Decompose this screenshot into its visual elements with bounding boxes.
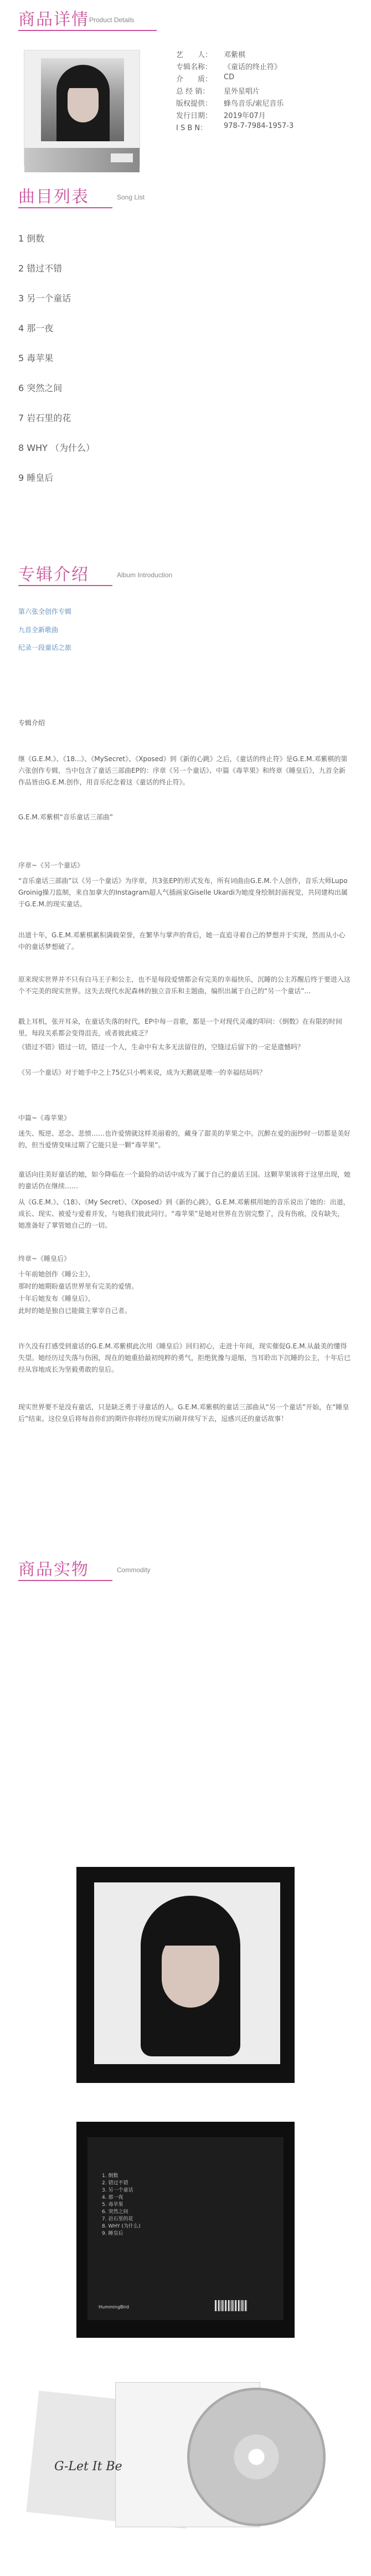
back-track-item: 8. WHY (为什么): [102, 2224, 141, 2229]
product-photo-front: [76, 1867, 295, 2083]
details-subtitle: Product Details: [89, 16, 135, 24]
intro-title: 专辑介绍: [18, 565, 89, 584]
details-row: 介 质： CD: [176, 73, 235, 84]
cd-disc: [187, 2388, 326, 2526]
song-item: 5 毒苹果: [18, 353, 54, 363]
intro-paragraph: 《错过不错》错过一切，错过一个人，生命中有太多无法留住的，空缝过后留下的一定是遗憾吗？: [18, 1043, 305, 1051]
intro-underline: [18, 585, 112, 586]
intro-paragraph: “音乐童话三部曲”以《另一个童话》为序章，共3张EP的形式发布，所有词曲由G.E.M.个人创作，音乐大师Lupo Groinig操刀监制，来自加拿大的Instagram超人气插画家Giselle Ukardi为她度身绘制封面视觉，共同建构出属于G.E.M.的现实童话。: [18, 877, 348, 908]
photos-subtitle: Commodity: [117, 1566, 151, 1574]
product-photo-open: [32, 2377, 339, 2543]
intro-link[interactable]: 九首全新歌曲: [18, 626, 59, 634]
songs-underline: [18, 207, 112, 208]
details-row: 艺 人： 邓紫棋: [176, 51, 246, 59]
song-item: 6 突然之间: [18, 383, 63, 393]
back-track-item: 1. 倒数: [102, 2173, 118, 2179]
intro-paragraph: 继《G.E.M.》、《18...》、《MySecret》、《Xposed》到《新的心跳》之后，《童话的终止符》是G.E.M.邓紫棋的第六张创作专辑，当中包含了童话三部曲EP的：序章《另一个童话》、中篇《毒苹果》和终章《睡皇后》，九首全新作品皆由G.E.M.创作，用音乐纪念着这《童话的终止符》。: [18, 755, 348, 786]
intro-paragraph: 许久没有打感受到童话的G.E.M.邓紫棋此次用《睡皇后》回归初心，走进十年间，现实催促G.E.M.从最美的懂得失望。她经历过失落与伤困，现在的她重拾最初纯粹的勇气，拒绝犹豫与退缩，当耳聆出下沉睡的公主，十年后已经从容地成长为坚毅勇敢的皇后。: [18, 1342, 351, 1373]
barcode: [215, 2300, 248, 2311]
back-track-item: 4. 那一夜: [102, 2195, 123, 2200]
details-header: [18, 6, 356, 34]
handwritten-signature: G-Let It Be: [54, 2460, 122, 2474]
intro-link[interactable]: 纪录一段童话之旅: [18, 644, 72, 651]
back-track-item: 6. 突然之间: [102, 2209, 128, 2215]
intro-paragraph: 此时的她是独自已能做主掌宰自己者。: [18, 1307, 132, 1315]
intro-paragraph: 序章~《另一个童话》: [18, 861, 84, 869]
song-item: 1 倒数: [18, 233, 45, 244]
intro-paragraph: G.E.M.邓紫棋“音乐童话三部曲”: [18, 813, 114, 821]
intro-paragraph: 中篇~《毒苹果》: [18, 1114, 71, 1122]
intro-paragraph: 原来现实世界并不只有白马王子和公主，也不是每段爱情都会有完美的幸福快乐，沉睡的公主苏醒后终于要进入这个不完美的现实世界。这失去现代水泥森林的独立音乐和主题曲，编织出属于自己的“另一个童话”…: [18, 976, 351, 995]
cover-case-edge: [24, 148, 140, 172]
song-item: 3 另一个童话: [18, 293, 71, 304]
details-row: 版权提供： 蜂鸟音乐/索尼音乐: [176, 100, 284, 108]
back-track-item: 5. 毒苹果: [102, 2202, 123, 2208]
intro-paragraph: 十年前她创作《睡公主》，: [18, 1270, 95, 1278]
intro-paragraph: 童话向往美好童话的她，如今降临在一个最险的动话中成为了属于自己的童话王国。这颗苹果该将于这里出现，她的童话仍在继续……: [18, 1171, 351, 1190]
intro-paragraph: 出道十年，G.E.M.邓紫棋累积满载荣誉，在繁华与掌声的背后，她一直追寻着自己的梦想并于实现，然而从小心中的童话梦想破了。: [18, 931, 346, 951]
intro-paragraph: 十年后她发布《睡皇后》，: [18, 1295, 95, 1302]
back-track-item: 9. 睡皇后: [102, 2231, 123, 2236]
songs-header: [18, 183, 356, 212]
intro-paragraph: 从《G.E.M.》、《18》、《My Secret》、《Xposed》到《新的心跳》，G.E.M.邓紫棋用她的音乐说出了她的：出道，成长、现实、被爱与爱着并发，与她我们彼此同行。“毒苹果”是她对世界在告别完整了，没有伤痕，没有缺失，她准备好了掌管她自己的一切。: [18, 1198, 350, 1229]
portrait-bangs: [63, 70, 103, 88]
songs-subtitle: Song List: [117, 193, 145, 201]
cd-front-cover: [94, 1882, 280, 2064]
intro-paragraph: 终章~《睡皇后》: [18, 1255, 71, 1263]
song-item: 9 睡皇后: [18, 473, 54, 483]
intro-header: [18, 561, 356, 589]
album-cover-art: [41, 58, 124, 141]
back-track-item: 7. 岩石里的花: [102, 2216, 133, 2222]
intro-paragraph: 《另一个童话》对于她手中之上75亿只小鸭来说，成为天鹅就是唯一的幸福结局吗？: [18, 1069, 266, 1076]
intro-subtitle: Album Introduction: [117, 571, 173, 579]
back-track-item: 3. 另一个童话: [102, 2188, 133, 2193]
details-row: 专辑名称： 《童话的终止符》: [176, 63, 282, 71]
intro-paragraph: 戳上耳机，张开耳朵，在童话失落的时代，EP中每一首歌，都是一个对现代灵魂的叩问：《倒数》在有限的时间里，每段关系都会变得沮丧，或者彼此疲乏？: [18, 1018, 342, 1037]
product-photo-back: [76, 2122, 295, 2338]
album-cover-thumbnail: [24, 50, 140, 166]
song-item: 2 错过不错: [18, 263, 63, 274]
songs-title: 曲目列表: [18, 187, 89, 207]
intro-heading: 专辑介绍: [18, 719, 45, 727]
details-row: 总 经 销： 星外星唱片: [176, 88, 260, 96]
intro-paragraph: 那时的她期盼童话世界里有完美的爱情。: [18, 1282, 138, 1290]
song-item: 8 WHY （为什么）: [18, 443, 95, 453]
intro-link[interactable]: 第六张全创作专辑: [18, 608, 72, 615]
details-row: I S B N： 978-7-7984-1957-3: [176, 122, 294, 132]
photos-header: [18, 1556, 356, 1584]
details-row: 发行日期： 2019年07月: [176, 112, 266, 120]
photos-title: 商品实物: [18, 1560, 89, 1579]
details-underline: [18, 30, 157, 31]
photos-underline: [18, 1580, 112, 1581]
intro-paragraph: 现实世界要不是没有童话，只是缺乏勇于寻童话的人。G.E.M.邓紫棋的童话三部曲从“另一个童话”开始，在“睡皇后”结束。这位皇后将每首你们的期许你将经历现实历刷并续写下去，逗感兴还的童话故事！: [18, 1403, 349, 1423]
label-logo: HummingBird: [99, 2305, 129, 2310]
details-title: 商品详情: [18, 10, 89, 29]
back-track-item: 2. 错过不错: [102, 2180, 128, 2186]
song-item: 4 那一夜: [18, 323, 54, 333]
song-item: 7 岩石里的花: [18, 413, 71, 423]
intro-paragraph: 迷失、叛逆、恶念、悲愤……也许爱情就这样美丽着的，藏身了甜美的苹果之中。沉醉在爱的面纱时一切都是美好的，但当爱情变味过期了它能只是一颗“毒苹果”。: [18, 1130, 351, 1149]
details-table: [176, 49, 353, 134]
back-track-list: [102, 2173, 141, 2238]
